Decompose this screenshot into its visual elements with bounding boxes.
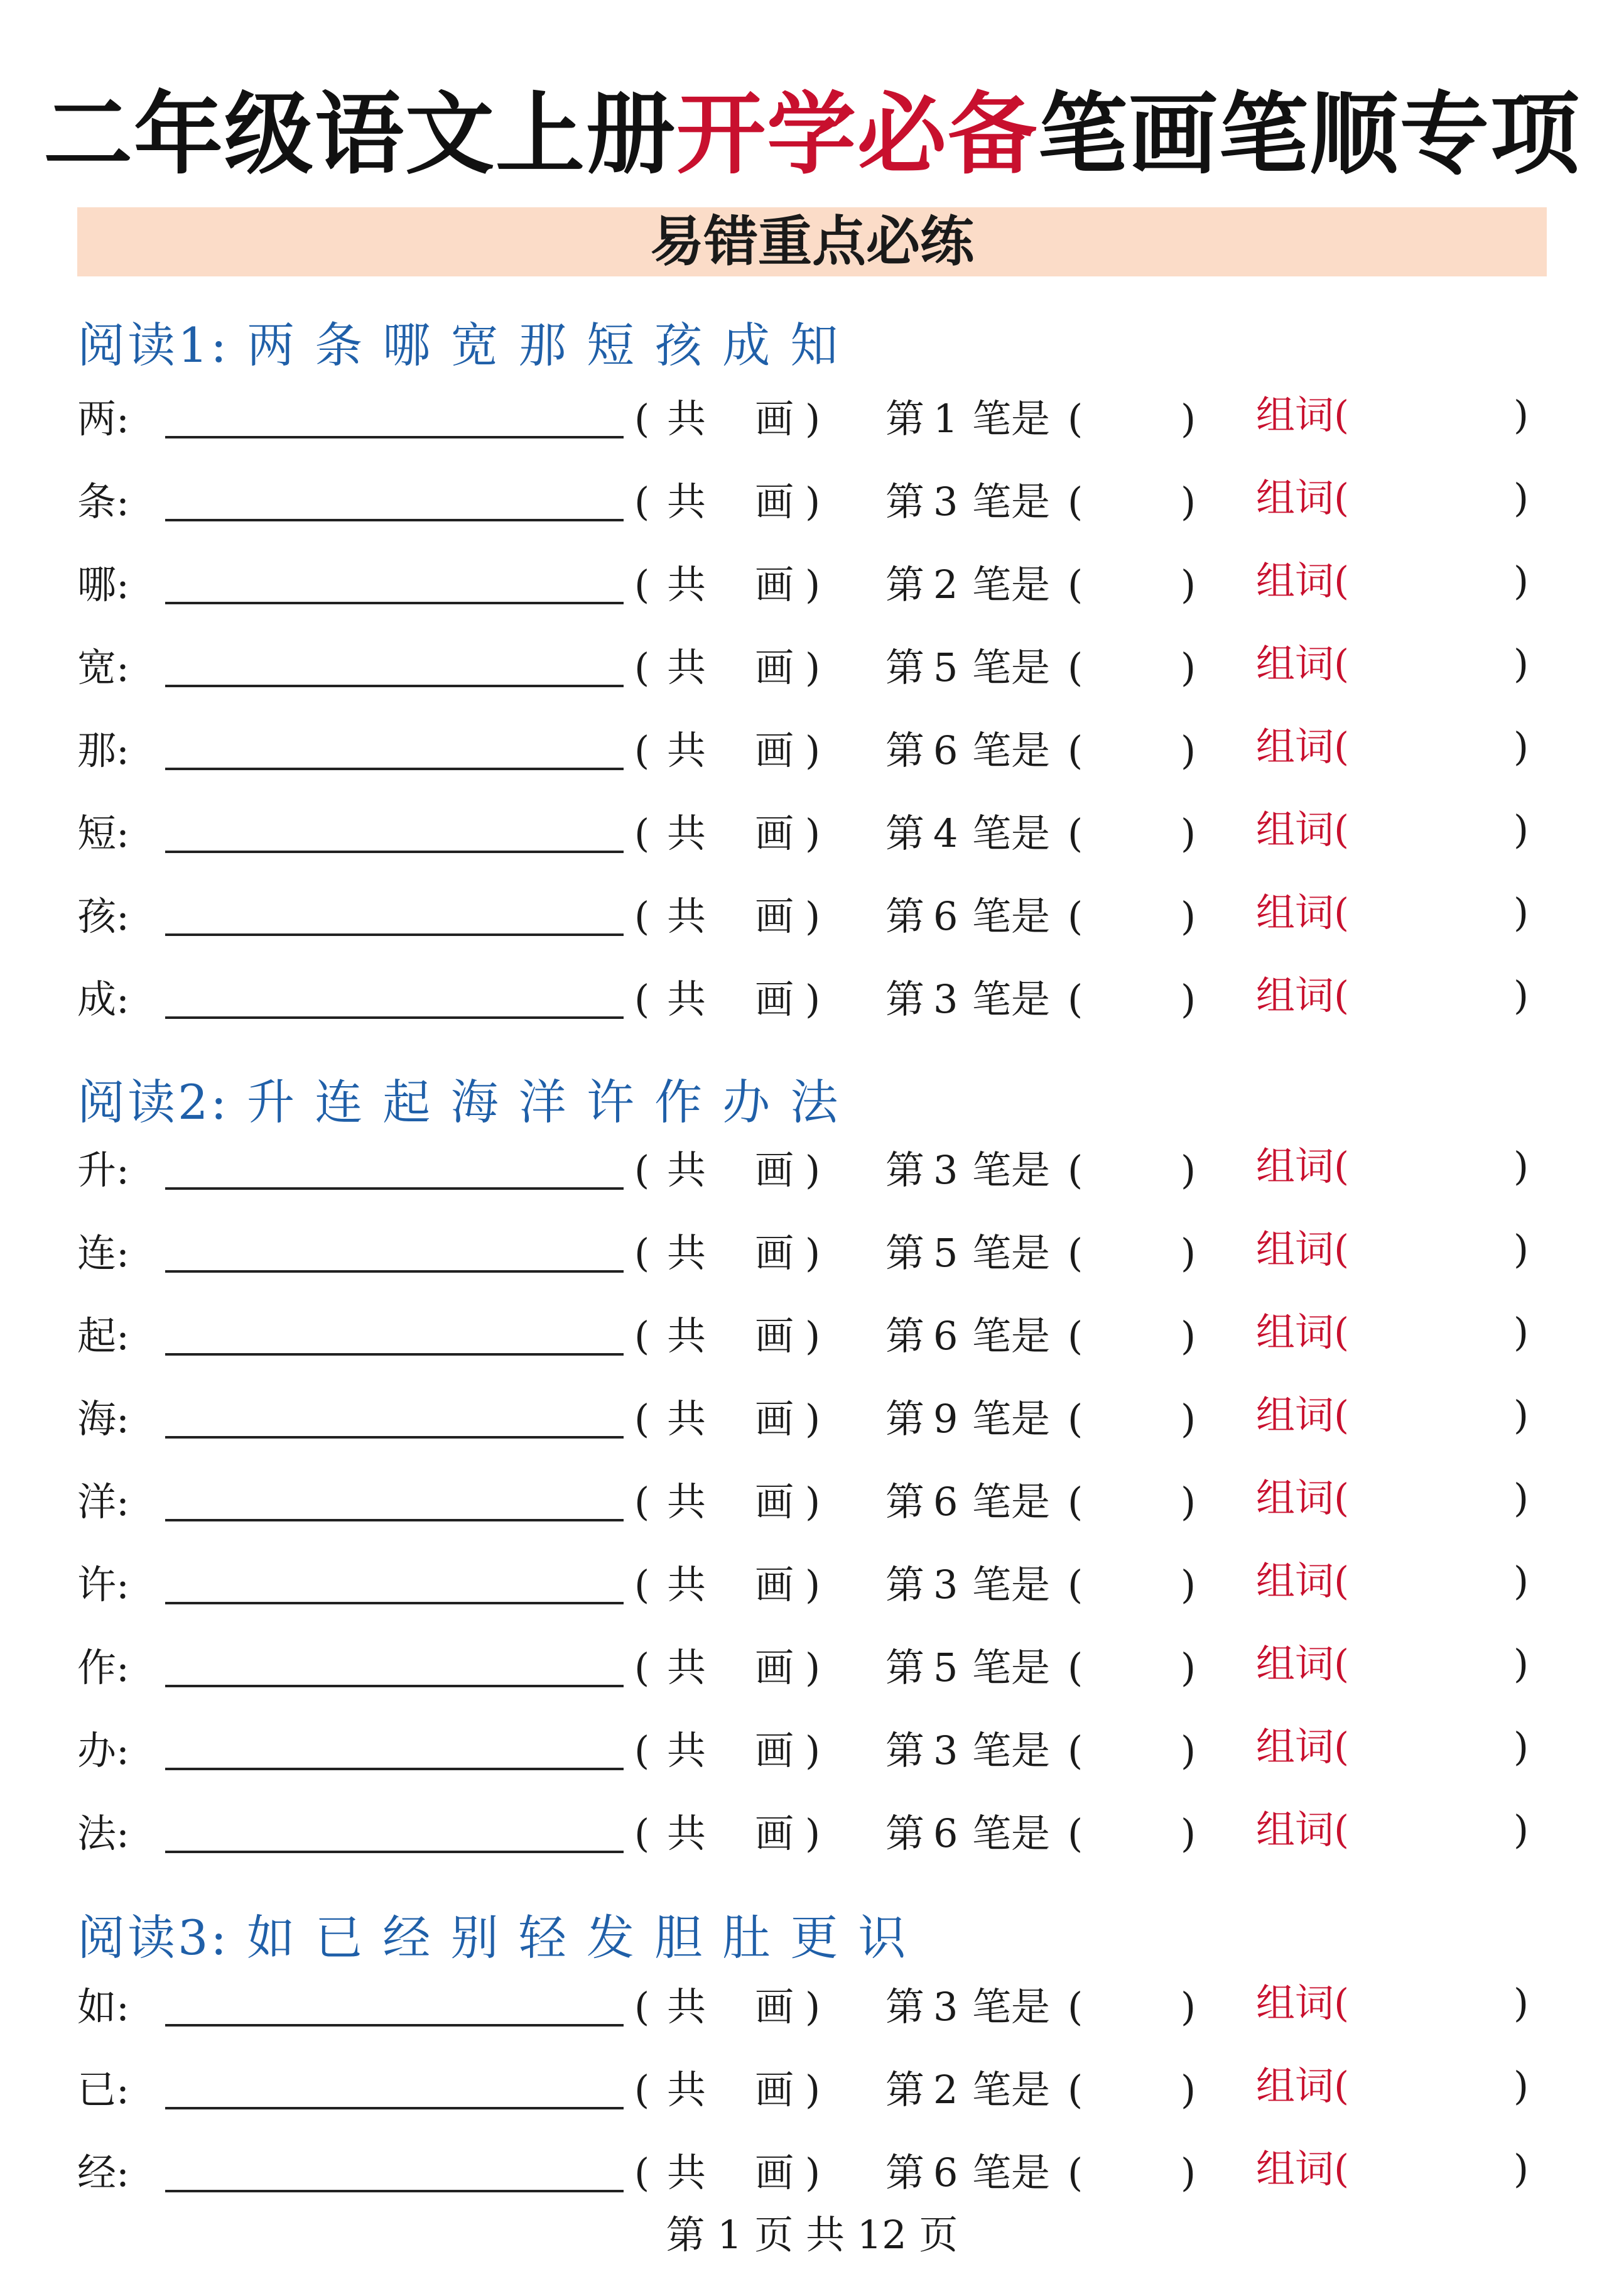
- paren-open: (: [634, 727, 650, 773]
- stroke-number: 9: [933, 1396, 958, 1442]
- paren-close-2: ): [1181, 645, 1196, 690]
- paren-open-2: (: [1068, 2067, 1083, 2113]
- paren-close-2: ): [1181, 562, 1196, 607]
- label-bishi: 笔是: [972, 727, 1051, 773]
- label-hua: 画: [755, 1562, 794, 1608]
- label-gong: 共: [667, 562, 706, 607]
- paren-open-2: (: [1068, 645, 1083, 690]
- stroke-number: 6: [933, 893, 958, 939]
- section-title-1: 阅读1: 两 条 哪 宽 那 短 孩 成 知: [77, 317, 841, 373]
- exercise-row: [0, 1219, 1624, 1288]
- paren-close-2: ): [1181, 2150, 1196, 2195]
- label-di: 第: [885, 893, 925, 939]
- stroke-number: 6: [933, 1479, 958, 1525]
- stroke-answer-line[interactable]: [165, 1436, 624, 1439]
- paren-close-2: ): [1181, 1727, 1196, 1773]
- stroke-number: 3: [933, 1562, 958, 1608]
- label-zuci: 组词(: [1256, 558, 1350, 604]
- label-bishi: 笔是: [972, 810, 1051, 856]
- paren-close: ): [805, 1562, 821, 1608]
- label-di: 第: [885, 1810, 925, 1856]
- paren-close: ): [805, 479, 821, 525]
- label-zuci: 组词(: [1256, 1807, 1350, 1853]
- label-hua: 画: [755, 645, 794, 690]
- exercise-row: [0, 467, 1624, 536]
- page-title: [0, 82, 1624, 188]
- stroke-number: 3: [933, 1984, 958, 2030]
- label-gong: 共: [667, 396, 706, 442]
- label-hua: 画: [755, 1147, 794, 1193]
- subtitle-banner: 易错重点必练: [77, 207, 1547, 276]
- label-bishi: 笔是: [972, 1147, 1051, 1193]
- exercise-row: [0, 1385, 1624, 1454]
- label-zuci: 组词(: [1256, 1475, 1350, 1521]
- stroke-number: 6: [933, 2150, 958, 2195]
- stroke-number: 6: [933, 1313, 958, 1359]
- label-bishi: 笔是: [972, 1479, 1051, 1525]
- label-hua: 画: [755, 976, 794, 1022]
- exercise-character: 成:: [77, 976, 129, 1022]
- paren-close-2: ): [1181, 976, 1196, 1022]
- paren-close-3: ): [1513, 1641, 1529, 1687]
- paren-close: ): [805, 562, 821, 607]
- paren-close-2: ): [1181, 1147, 1196, 1193]
- exercise-character: 那:: [77, 727, 129, 773]
- paren-open: (: [634, 1479, 650, 1525]
- paren-close-2: ): [1181, 893, 1196, 939]
- paren-open-2: (: [1068, 479, 1083, 525]
- label-hua: 画: [755, 1230, 794, 1276]
- stroke-answer-line[interactable]: [165, 768, 624, 770]
- paren-close: ): [805, 1147, 821, 1193]
- paren-open-2: (: [1068, 396, 1083, 442]
- stroke-number: 6: [933, 1810, 958, 1856]
- exercise-row: [0, 965, 1624, 1034]
- page-footer: 第 1 页 共 12 页: [666, 2212, 958, 2258]
- exercise-row: [0, 1302, 1624, 1371]
- label-hua: 画: [755, 1396, 794, 1442]
- label-bishi: 笔是: [972, 2150, 1051, 2195]
- paren-open-2: (: [1068, 810, 1083, 856]
- label-bishi: 笔是: [972, 562, 1051, 607]
- label-bishi: 笔是: [972, 1645, 1051, 1690]
- paren-close: ): [805, 2150, 821, 2195]
- stroke-number: 4: [933, 810, 958, 856]
- label-gong: 共: [667, 1313, 706, 1359]
- label-hua: 画: [755, 2150, 794, 2195]
- label-di: 第: [885, 727, 925, 773]
- label-hua: 画: [755, 562, 794, 607]
- label-zuci: 组词(: [1256, 1309, 1350, 1355]
- exercise-character: 孩:: [77, 893, 129, 939]
- label-hua: 画: [755, 1810, 794, 1856]
- paren-open: (: [634, 479, 650, 525]
- paren-close-3: ): [1513, 972, 1529, 1018]
- stroke-number: 3: [933, 1147, 958, 1193]
- paren-open: (: [634, 1147, 650, 1193]
- exercise-character: 条:: [77, 479, 129, 525]
- paren-close-3: ): [1513, 1226, 1529, 1272]
- label-zuci: 组词(: [1256, 972, 1350, 1018]
- paren-close-2: ): [1181, 2067, 1196, 2113]
- paren-open: (: [634, 1230, 650, 1276]
- paren-open-2: (: [1068, 562, 1083, 607]
- stroke-number: 3: [933, 479, 958, 525]
- title-part-2: 笔画笔顺专项: [1038, 83, 1581, 187]
- paren-open-2: (: [1068, 1727, 1083, 1773]
- exercise-character: 连:: [77, 1230, 129, 1276]
- label-zuci: 组词(: [1256, 1392, 1350, 1438]
- paren-close-2: ): [1181, 1645, 1196, 1690]
- exercise-row: [0, 2138, 1624, 2207]
- label-di: 第: [885, 2067, 925, 2113]
- exercise-character: 洋:: [77, 1479, 129, 1525]
- exercise-row: [0, 882, 1624, 951]
- label-bishi: 笔是: [972, 1810, 1051, 1856]
- paren-close: ): [805, 810, 821, 856]
- label-di: 第: [885, 396, 925, 442]
- stroke-answer-line[interactable]: [165, 1768, 624, 1770]
- paren-close-2: ): [1181, 1562, 1196, 1608]
- paren-close-3: ): [1513, 1724, 1529, 1770]
- stroke-answer-line[interactable]: [165, 602, 624, 604]
- label-di: 第: [885, 1984, 925, 2030]
- paren-close: ): [805, 976, 821, 1022]
- paren-close-3: ): [1513, 2063, 1529, 2109]
- stroke-number: 2: [933, 562, 958, 607]
- label-hua: 画: [755, 2067, 794, 2113]
- exercise-character: 起:: [77, 1313, 129, 1359]
- label-bishi: 笔是: [972, 1230, 1051, 1276]
- paren-close-3: ): [1513, 1475, 1529, 1521]
- label-gong: 共: [667, 1479, 706, 1525]
- label-di: 第: [885, 810, 925, 856]
- stroke-answer-line[interactable]: [165, 519, 624, 521]
- exercise-row: [0, 716, 1624, 785]
- label-zuci: 组词(: [1256, 475, 1350, 521]
- paren-close: ): [805, 1313, 821, 1359]
- stroke-answer-line[interactable]: [165, 1016, 624, 1019]
- label-hua: 画: [755, 479, 794, 525]
- paren-close: ): [805, 727, 821, 773]
- paren-close-2: ): [1181, 1810, 1196, 1856]
- paren-open: (: [634, 396, 650, 442]
- title-accent: 开学必备: [676, 83, 1038, 187]
- paren-close-2: ): [1181, 1313, 1196, 1359]
- label-gong: 共: [667, 976, 706, 1022]
- label-zuci: 组词(: [1256, 1724, 1350, 1770]
- paren-open: (: [634, 1645, 650, 1690]
- stroke-answer-line[interactable]: [165, 1270, 624, 1273]
- exercise-row: [0, 550, 1624, 619]
- stroke-number: 1: [933, 396, 958, 442]
- label-zuci: 组词(: [1256, 1226, 1350, 1272]
- exercise-character: 作:: [77, 1645, 129, 1690]
- label-bishi: 笔是: [972, 396, 1051, 442]
- label-gong: 共: [667, 1810, 706, 1856]
- label-zuci: 组词(: [1256, 890, 1350, 935]
- exercise-row: [0, 1136, 1624, 1205]
- paren-open-2: (: [1068, 1313, 1083, 1359]
- label-gong: 共: [667, 893, 706, 939]
- paren-close: ): [805, 645, 821, 690]
- label-gong: 共: [667, 1562, 706, 1608]
- label-gong: 共: [667, 810, 706, 856]
- paren-close-2: ): [1181, 1479, 1196, 1525]
- stroke-answer-line[interactable]: [165, 2107, 624, 2109]
- label-gong: 共: [667, 1984, 706, 2030]
- paren-open-2: (: [1068, 1230, 1083, 1276]
- label-gong: 共: [667, 1727, 706, 1773]
- label-di: 第: [885, 976, 925, 1022]
- stroke-answer-line[interactable]: [165, 851, 624, 853]
- label-bishi: 笔是: [972, 1396, 1051, 1442]
- paren-close-3: ): [1513, 1558, 1529, 1604]
- label-gong: 共: [667, 645, 706, 690]
- paren-open-2: (: [1068, 976, 1083, 1022]
- exercise-character: 已:: [77, 2067, 129, 2113]
- paren-close-3: ): [1513, 1309, 1529, 1355]
- stroke-answer-line[interactable]: [165, 436, 624, 438]
- paren-close-3: ): [1513, 2146, 1529, 2192]
- paren-open-2: (: [1068, 2150, 1083, 2195]
- exercise-character: 如:: [77, 1984, 129, 2030]
- paren-close-3: ): [1513, 724, 1529, 770]
- label-bishi: 笔是: [972, 2067, 1051, 2113]
- paren-close-3: ): [1513, 558, 1529, 604]
- paren-open: (: [634, 2067, 650, 2113]
- paren-close-2: ): [1181, 479, 1196, 525]
- paren-close: ): [805, 2067, 821, 2113]
- label-hua: 画: [755, 893, 794, 939]
- label-di: 第: [885, 1230, 925, 1276]
- label-hua: 画: [755, 1479, 794, 1525]
- label-di: 第: [885, 1727, 925, 1773]
- exercise-character: 许:: [77, 1562, 129, 1608]
- label-hua: 画: [755, 810, 794, 856]
- stroke-number: 2: [933, 2067, 958, 2113]
- label-di: 第: [885, 1562, 925, 1608]
- paren-open: (: [634, 1396, 650, 1442]
- exercise-character: 经:: [77, 2150, 129, 2195]
- stroke-number: 3: [933, 1727, 958, 1773]
- paren-close-2: ): [1181, 1396, 1196, 1442]
- exercise-row: [0, 1550, 1624, 1619]
- label-hua: 画: [755, 1645, 794, 1690]
- paren-close: ): [805, 893, 821, 939]
- label-di: 第: [885, 1645, 925, 1690]
- stroke-answer-line[interactable]: [165, 1187, 624, 1190]
- paren-open-2: (: [1068, 1396, 1083, 1442]
- paren-close: ): [805, 1984, 821, 2030]
- paren-open: (: [634, 645, 650, 690]
- label-di: 第: [885, 1479, 925, 1525]
- label-hua: 画: [755, 1313, 794, 1359]
- paren-close-3: ): [1513, 807, 1529, 852]
- label-bishi: 笔是: [972, 479, 1051, 525]
- label-gong: 共: [667, 2150, 706, 2195]
- label-zuci: 组词(: [1256, 641, 1350, 687]
- label-zuci: 组词(: [1256, 1558, 1350, 1604]
- paren-close: ): [805, 1396, 821, 1442]
- paren-close: ): [805, 396, 821, 442]
- stroke-answer-line[interactable]: [165, 1851, 624, 1853]
- label-di: 第: [885, 2150, 925, 2195]
- title-part-1: 二年级语文上册: [43, 83, 676, 187]
- paren-open: (: [634, 893, 650, 939]
- paren-close-3: ): [1513, 475, 1529, 521]
- stroke-number: 6: [933, 727, 958, 773]
- paren-open: (: [634, 1562, 650, 1608]
- paren-open: (: [634, 2150, 650, 2195]
- section-title-3: 阅读3: 如 已 经 别 轻 发 胆 肚 更 识: [77, 1910, 909, 1966]
- section-title-2: 阅读2: 升 连 起 海 洋 许 作 办 法: [77, 1074, 841, 1130]
- paren-open-2: (: [1068, 1562, 1083, 1608]
- exercise-row: [0, 633, 1624, 702]
- exercise-row: [0, 384, 1624, 454]
- paren-open-2: (: [1068, 1645, 1083, 1690]
- label-di: 第: [885, 1147, 925, 1193]
- label-zuci: 组词(: [1256, 724, 1350, 770]
- label-gong: 共: [667, 727, 706, 773]
- stroke-answer-line[interactable]: [165, 1519, 624, 1521]
- paren-open: (: [634, 810, 650, 856]
- stroke-answer-line[interactable]: [165, 1602, 624, 1604]
- paren-close-2: ): [1181, 1230, 1196, 1276]
- label-di: 第: [885, 1396, 925, 1442]
- paren-close-3: ): [1513, 392, 1529, 438]
- paren-open-2: (: [1068, 727, 1083, 773]
- stroke-number: 5: [933, 1645, 958, 1690]
- label-zuci: 组词(: [1256, 1641, 1350, 1687]
- paren-close: ): [805, 1727, 821, 1773]
- label-bishi: 笔是: [972, 1984, 1051, 2030]
- stroke-number: 5: [933, 1230, 958, 1276]
- label-gong: 共: [667, 1396, 706, 1442]
- paren-close: ): [805, 1810, 821, 1856]
- exercise-character: 海:: [77, 1396, 129, 1442]
- label-zuci: 组词(: [1256, 1143, 1350, 1189]
- label-di: 第: [885, 562, 925, 607]
- label-bishi: 笔是: [972, 976, 1051, 1022]
- label-bishi: 笔是: [972, 1313, 1051, 1359]
- exercise-row: [0, 2055, 1624, 2125]
- exercise-character: 法:: [77, 1810, 129, 1856]
- label-zuci: 组词(: [1256, 2146, 1350, 2192]
- exercise-row: [0, 1799, 1624, 1868]
- label-gong: 共: [667, 1147, 706, 1193]
- label-hua: 画: [755, 727, 794, 773]
- label-gong: 共: [667, 2067, 706, 2113]
- paren-close: ): [805, 1645, 821, 1690]
- exercise-row: [0, 1467, 1624, 1537]
- exercise-row: [0, 1972, 1624, 2042]
- paren-open: (: [634, 1810, 650, 1856]
- paren-open: (: [634, 562, 650, 607]
- stroke-answer-line[interactable]: [165, 685, 624, 687]
- label-bishi: 笔是: [972, 1562, 1051, 1608]
- paren-close-3: ): [1513, 1143, 1529, 1189]
- label-hua: 画: [755, 1984, 794, 2030]
- paren-close-2: ): [1181, 727, 1196, 773]
- exercise-character: 短:: [77, 810, 129, 856]
- exercise-character: 升:: [77, 1147, 129, 1193]
- label-zuci: 组词(: [1256, 2063, 1350, 2109]
- paren-open: (: [634, 976, 650, 1022]
- paren-open: (: [634, 1984, 650, 2030]
- paren-close-2: ): [1181, 810, 1196, 856]
- label-gong: 共: [667, 1645, 706, 1690]
- paren-open: (: [634, 1727, 650, 1773]
- paren-open: (: [634, 1313, 650, 1359]
- paren-open-2: (: [1068, 1147, 1083, 1193]
- exercise-row: [0, 1633, 1624, 1702]
- paren-close: ): [805, 1230, 821, 1276]
- stroke-answer-line[interactable]: [165, 933, 624, 936]
- paren-close-2: ): [1181, 1984, 1196, 2030]
- paren-close-3: ): [1513, 890, 1529, 935]
- label-bishi: 笔是: [972, 1727, 1051, 1773]
- paren-open-2: (: [1068, 893, 1083, 939]
- paren-close: ): [805, 1479, 821, 1525]
- stroke-answer-line[interactable]: [165, 2024, 624, 2027]
- stroke-answer-line[interactable]: [165, 2190, 624, 2192]
- stroke-number: 5: [933, 645, 958, 690]
- label-hua: 画: [755, 1727, 794, 1773]
- paren-close-3: ): [1513, 641, 1529, 687]
- label-di: 第: [885, 645, 925, 690]
- paren-close-3: ): [1513, 1980, 1529, 2026]
- paren-close-3: ): [1513, 1392, 1529, 1438]
- exercise-character: 宽:: [77, 645, 129, 690]
- paren-close-2: ): [1181, 396, 1196, 442]
- label-bishi: 笔是: [972, 645, 1051, 690]
- exercise-row: [0, 1716, 1624, 1785]
- label-gong: 共: [667, 1230, 706, 1276]
- label-zuci: 组词(: [1256, 807, 1350, 852]
- exercise-character: 两:: [77, 396, 129, 442]
- label-di: 第: [885, 1313, 925, 1359]
- label-hua: 画: [755, 396, 794, 442]
- label-bishi: 笔是: [972, 893, 1051, 939]
- label-gong: 共: [667, 479, 706, 525]
- stroke-answer-line[interactable]: [165, 1685, 624, 1687]
- stroke-answer-line[interactable]: [165, 1353, 624, 1356]
- label-zuci: 组词(: [1256, 392, 1350, 438]
- label-di: 第: [885, 479, 925, 525]
- exercise-character: 办:: [77, 1727, 129, 1773]
- exercise-character: 哪:: [77, 562, 129, 607]
- paren-open-2: (: [1068, 1479, 1083, 1525]
- paren-open-2: (: [1068, 1984, 1083, 2030]
- stroke-number: 3: [933, 976, 958, 1022]
- label-zuci: 组词(: [1256, 1980, 1350, 2026]
- exercise-row: [0, 799, 1624, 868]
- paren-open-2: (: [1068, 1810, 1083, 1856]
- paren-close-3: ): [1513, 1807, 1529, 1853]
